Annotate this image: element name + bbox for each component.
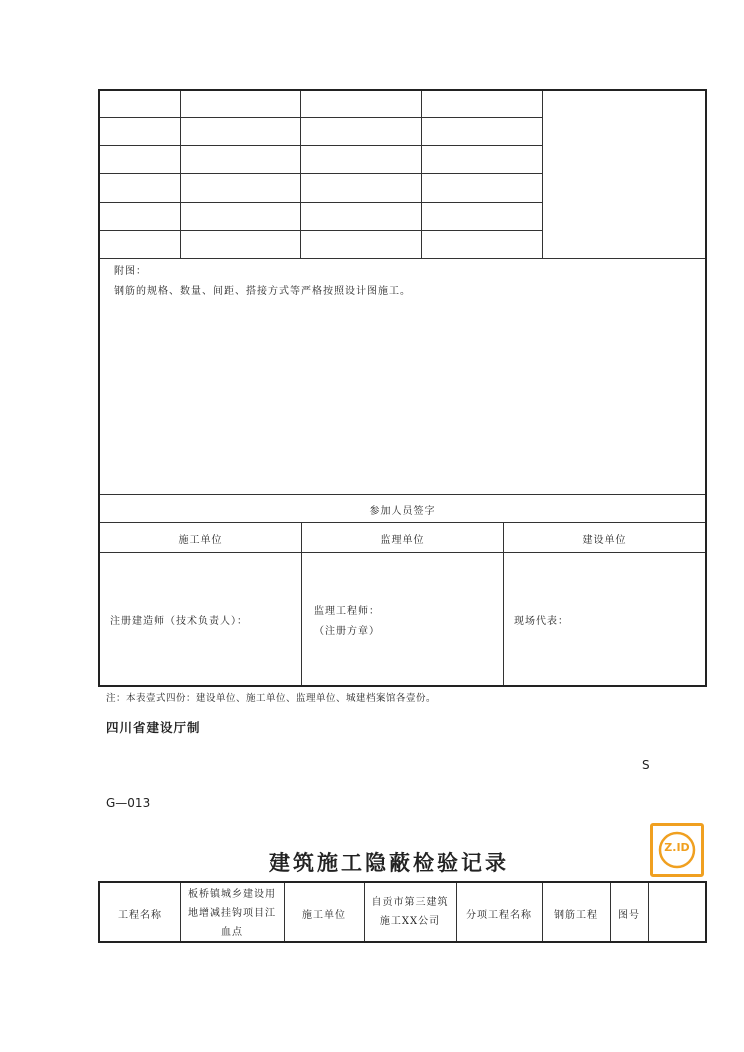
supervisor-signature-field[interactable]: 监理工程师： bbox=[314, 606, 380, 617]
document-title: 建筑施工隐蔽检验记录 bbox=[269, 850, 509, 875]
logo-text: Z.ID bbox=[664, 841, 690, 854]
form-code-s: S bbox=[642, 758, 650, 772]
construction-unit-header: 施工单位 bbox=[178, 535, 223, 546]
contractor-value: 自贡市第三建筑施工XX公司 bbox=[371, 897, 449, 927]
supervision-unit-header: 监理单位 bbox=[380, 535, 425, 546]
company-logo bbox=[650, 823, 704, 877]
project-name-label: 工程名称 bbox=[118, 910, 162, 921]
project-name-value: 板桥镇城乡建设用地增减挂钩项目江血点 bbox=[188, 889, 276, 938]
inspection-form-frame bbox=[98, 89, 707, 687]
attachment-label: 附图： bbox=[114, 266, 147, 277]
engineer-signature-field[interactable]: 注册建造师（技术负责人）： bbox=[110, 616, 248, 627]
owner-unit-header: 建设单位 bbox=[582, 535, 627, 546]
drawing-no-label: 图号 bbox=[618, 910, 640, 921]
issuer: 四川省建设厅制 bbox=[106, 720, 201, 735]
owner-rep-signature-field[interactable]: 现场代表： bbox=[514, 616, 569, 627]
form-code-g: G—013 bbox=[106, 796, 151, 810]
subproject-value: 钢筋工程 bbox=[554, 910, 598, 921]
attachment-note: 钢筋的规格、数量、间距、搭接方式等严格按照设计图施工。 bbox=[114, 286, 411, 297]
supervisor-seal-field[interactable]: （注册方章） bbox=[314, 626, 380, 637]
subproject-label: 分项工程名称 bbox=[466, 910, 532, 921]
contractor-label: 施工单位 bbox=[302, 910, 346, 921]
signatures-header: 参加人员签字 bbox=[369, 506, 436, 517]
footnote: 注：本表壹式四份：建设单位、施工单位、监理单位、城建档案馆各壹份。 bbox=[106, 693, 437, 704]
